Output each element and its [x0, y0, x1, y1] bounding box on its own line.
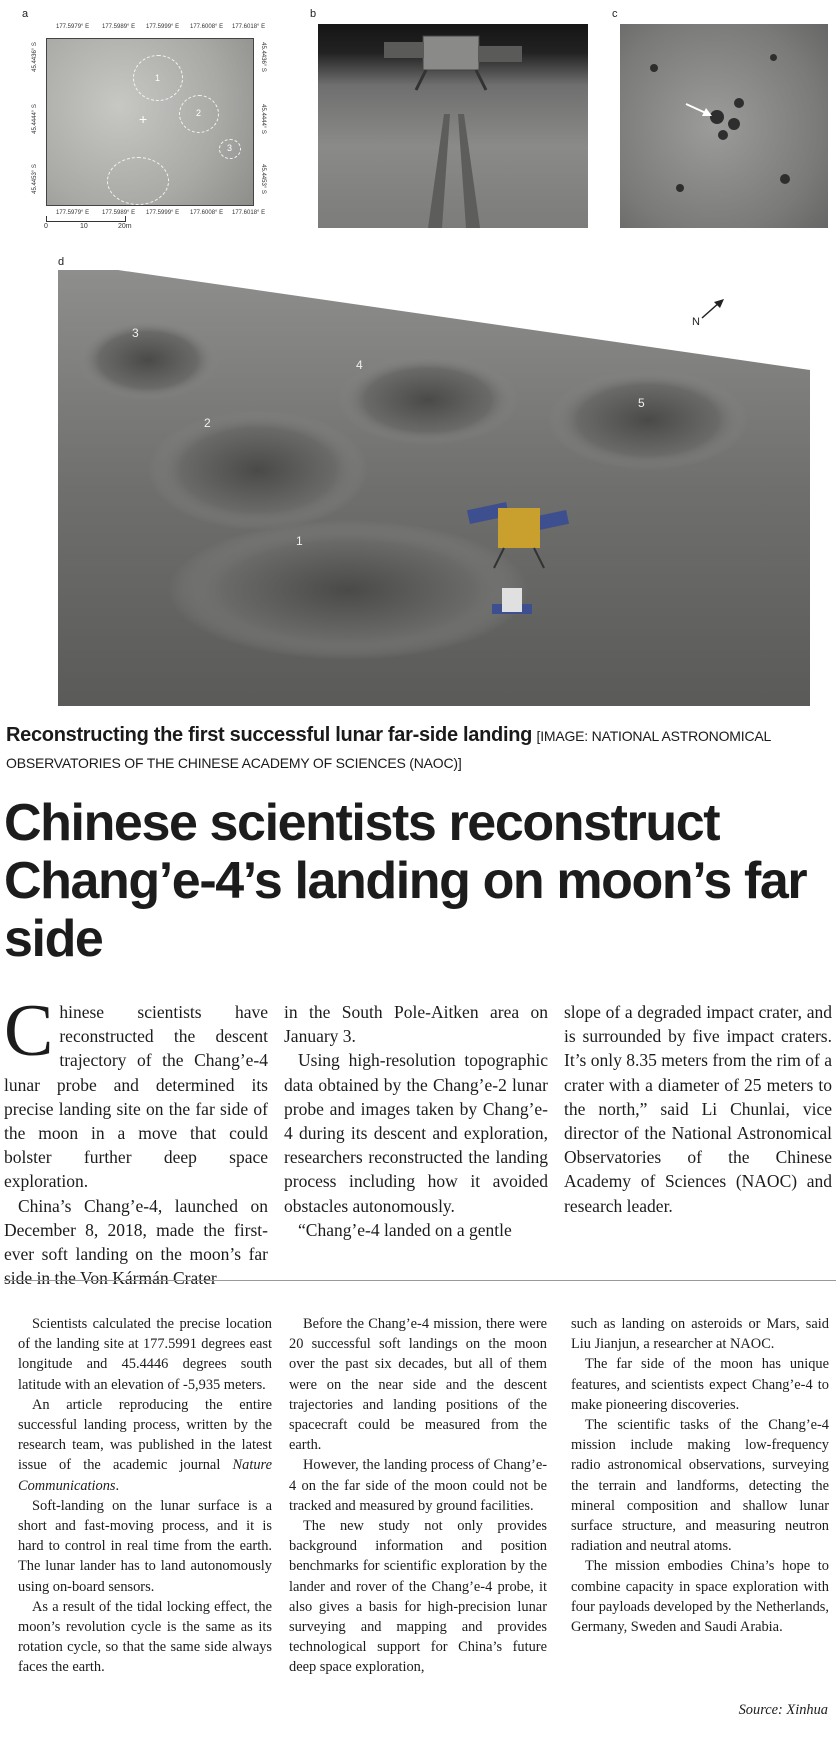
lead-paragraph: “Chang’e-4 landed on a gentle — [298, 1219, 512, 1240]
article-headline: Chinese scientists reconstruct Chang’e-4’s landing on moon’s far side — [4, 794, 807, 968]
lead-paragraph — [4, 990, 268, 1194]
panel-c-label: c — [612, 8, 618, 20]
lead-column-2 — [284, 1000, 548, 1242]
lat-tick: 45.4444° S — [31, 104, 38, 134]
crater-ring — [107, 157, 169, 205]
crater-number: 3 — [227, 143, 233, 153]
source-credit: Source: Xinhua — [738, 1702, 828, 1718]
landing-site-cross-icon: + — [139, 111, 148, 127]
lead-paragraph: China’s Chang’e-4, launched on December 8, 2018, made the first-ever soft landing on the moon’s far side in the Von Kármán Crater — [4, 1195, 268, 1289]
crater-number: 1 — [296, 534, 303, 548]
arrow-icon — [620, 24, 828, 228]
body-paragraph — [18, 1395, 272, 1496]
lon-tick: 177.5989° E — [102, 210, 136, 216]
lon-tick: 177.6008° E — [190, 210, 224, 216]
panel-a-crater-map — [22, 20, 280, 230]
lead-text: hinese scientists have reconstructed the descent trajectory of the Chang’e-4 lunar probe and determined its precise landing site on the far side of the moon in a move that could bolster further deep space exploration. — [4, 1002, 268, 1192]
lon-tick: 177.5999° E — [146, 210, 180, 216]
crater-number: 1 — [155, 73, 161, 83]
north-arrow-icon — [700, 298, 726, 320]
lat-tick: 45.4453° S — [259, 164, 266, 194]
lead-paragraph: Using high-resolution topographic data obtained by the Chang’e-2 lunar probe and images taken by Chang’e-4 during its descent and exploration, researchers reconstructed the landing process including how it avoided obstacles autonomously. — [284, 1050, 548, 1216]
body-column-3 — [571, 1314, 829, 1637]
body-column-2 — [289, 1314, 547, 1678]
body-paragraph: The new study not only provides background information and position benchmarks for scientific exploration by the lander and rover of the Chang’e-4 probe, it also gives a basis for high-precision lunar surveying and mapping and provides technological support for China’s future deep space exploration, — [289, 1518, 547, 1676]
terrain-render — [58, 270, 810, 706]
figure-caption — [6, 722, 832, 777]
panel-c-orbital-image — [620, 24, 828, 228]
body-paragraph: Soft-landing on the lunar surface is a short and fast-moving process, and it is hard to control in real time from the earth. The lunar lander has to land autonomously using on-board sensors. — [18, 1497, 272, 1595]
lead-paragraph: in the South Pole-Aitken area on January 3. — [284, 1002, 548, 1047]
crater-number: 3 — [132, 326, 139, 340]
body-column-1 — [18, 1314, 272, 1678]
caption-title: Reconstructing the first successful lunar far-side landing — [6, 724, 533, 746]
panel-b-label: b — [310, 8, 317, 20]
lon-tick: 177.5989° E — [102, 24, 136, 30]
body-paragraph: The far side of the moon has unique features, and scientists expect Chang’e-4 to make pioneering discoveries. — [571, 1356, 829, 1413]
body-paragraph: The scientific tasks of the Chang’e-4 mission include making low-frequency radio astronomical observations, surveying the terrain and landforms, detecting the mineral composition and shallow lunar surface structure, and measuring neutron radiation and neutral atoms. — [571, 1417, 829, 1555]
caption-credit: [IMAGE: NATIONAL ASTRONOMICAL OBSERVATORIES OF THE CHINESE ACADEMY OF SCIENCES (NAOC)] — [6, 728, 771, 771]
body-text: An article reproducing the entire successful landing process, written by the research team, was published in the latest issue of the academic journal — [18, 1396, 272, 1474]
topographic-map — [46, 38, 254, 206]
crater-number: 4 — [356, 358, 363, 372]
body-paragraph: However, the landing process of Chang’e-4 on the far side of the moon could not be tracked and measured by ground facilities. — [289, 1457, 547, 1514]
drop-cap: C — [4, 990, 54, 1072]
body-paragraph: Scientists calculated the precise location of the landing site at 177.5991 degrees east longitude and 45.4446 degrees south latitude with an elevation of -5,935 meters. — [18, 1316, 272, 1393]
body-paragraph: such as landing on asteroids or Mars, said Liu Jianjun, a researcher at NAOC. — [571, 1316, 829, 1353]
lead-column-3 — [564, 1000, 832, 1218]
lat-tick: 45.4436° S — [31, 42, 38, 72]
north-label: N — [692, 316, 700, 328]
panel-a-label: a — [22, 8, 29, 20]
scale-label: 20m — [118, 223, 132, 230]
panel-d-label: d — [58, 256, 65, 268]
lon-tick: 177.6018° E — [232, 24, 266, 30]
body-text: . — [115, 1477, 120, 1494]
lead-column-1 — [4, 990, 268, 1290]
lon-tick: 177.5979° E — [56, 24, 90, 30]
lon-tick: 177.5999° E — [146, 24, 180, 30]
panel-d-3d-reconstruction — [58, 270, 810, 706]
crater-number: 2 — [204, 416, 211, 430]
crater-number: 5 — [638, 396, 645, 410]
lon-tick: 177.5979° E — [56, 210, 90, 216]
scale-label: 10 — [80, 223, 88, 230]
north-indicator — [692, 316, 700, 328]
crater-number: 2 — [196, 108, 202, 118]
lon-tick: 177.6008° E — [190, 24, 224, 30]
lat-tick: 45.4436° S — [259, 42, 266, 72]
scale-label: 0 — [44, 223, 48, 230]
section-divider — [4, 1280, 836, 1281]
panel-b-rover-view — [318, 24, 588, 228]
lon-tick: 177.6018° E — [232, 210, 266, 216]
lat-tick: 45.4453° S — [31, 164, 38, 194]
lander-and-tracks-image — [318, 24, 588, 228]
journal-name: Nature Communications — [18, 1457, 272, 1494]
scale-bar — [46, 216, 126, 222]
lat-tick: 45.4444° S — [259, 104, 266, 134]
body-paragraph: Before the Chang’e-4 mission, there were 20 successful soft landings on the moon over the past six decades, but all of them were on the near side and the descent trajectories and landing positions of the spacecraft could be measured from the earth. — [289, 1316, 547, 1454]
body-paragraph: As a result of the tidal locking effect, the moon’s revolution cycle is the same as its rotation cycle, so that the same side always faces the earth. — [18, 1598, 272, 1676]
lead-paragraph: slope of a degraded impact crater, and is surrounded by five impact craters. It’s only 8.35 meters from the rim of a crater with a diameter of 25 meters to the north,” said Li Chunlai, vice director of the National Astronomical Observatories of the Chinese Academy of Sciences (NAOC) and research leader. — [564, 1002, 832, 1216]
body-paragraph: The mission embodies China’s hope to combine capacity in space exploration with four payloads developed by the Netherlands, Germany, Sweden and Saudi Arabia. — [571, 1558, 829, 1636]
